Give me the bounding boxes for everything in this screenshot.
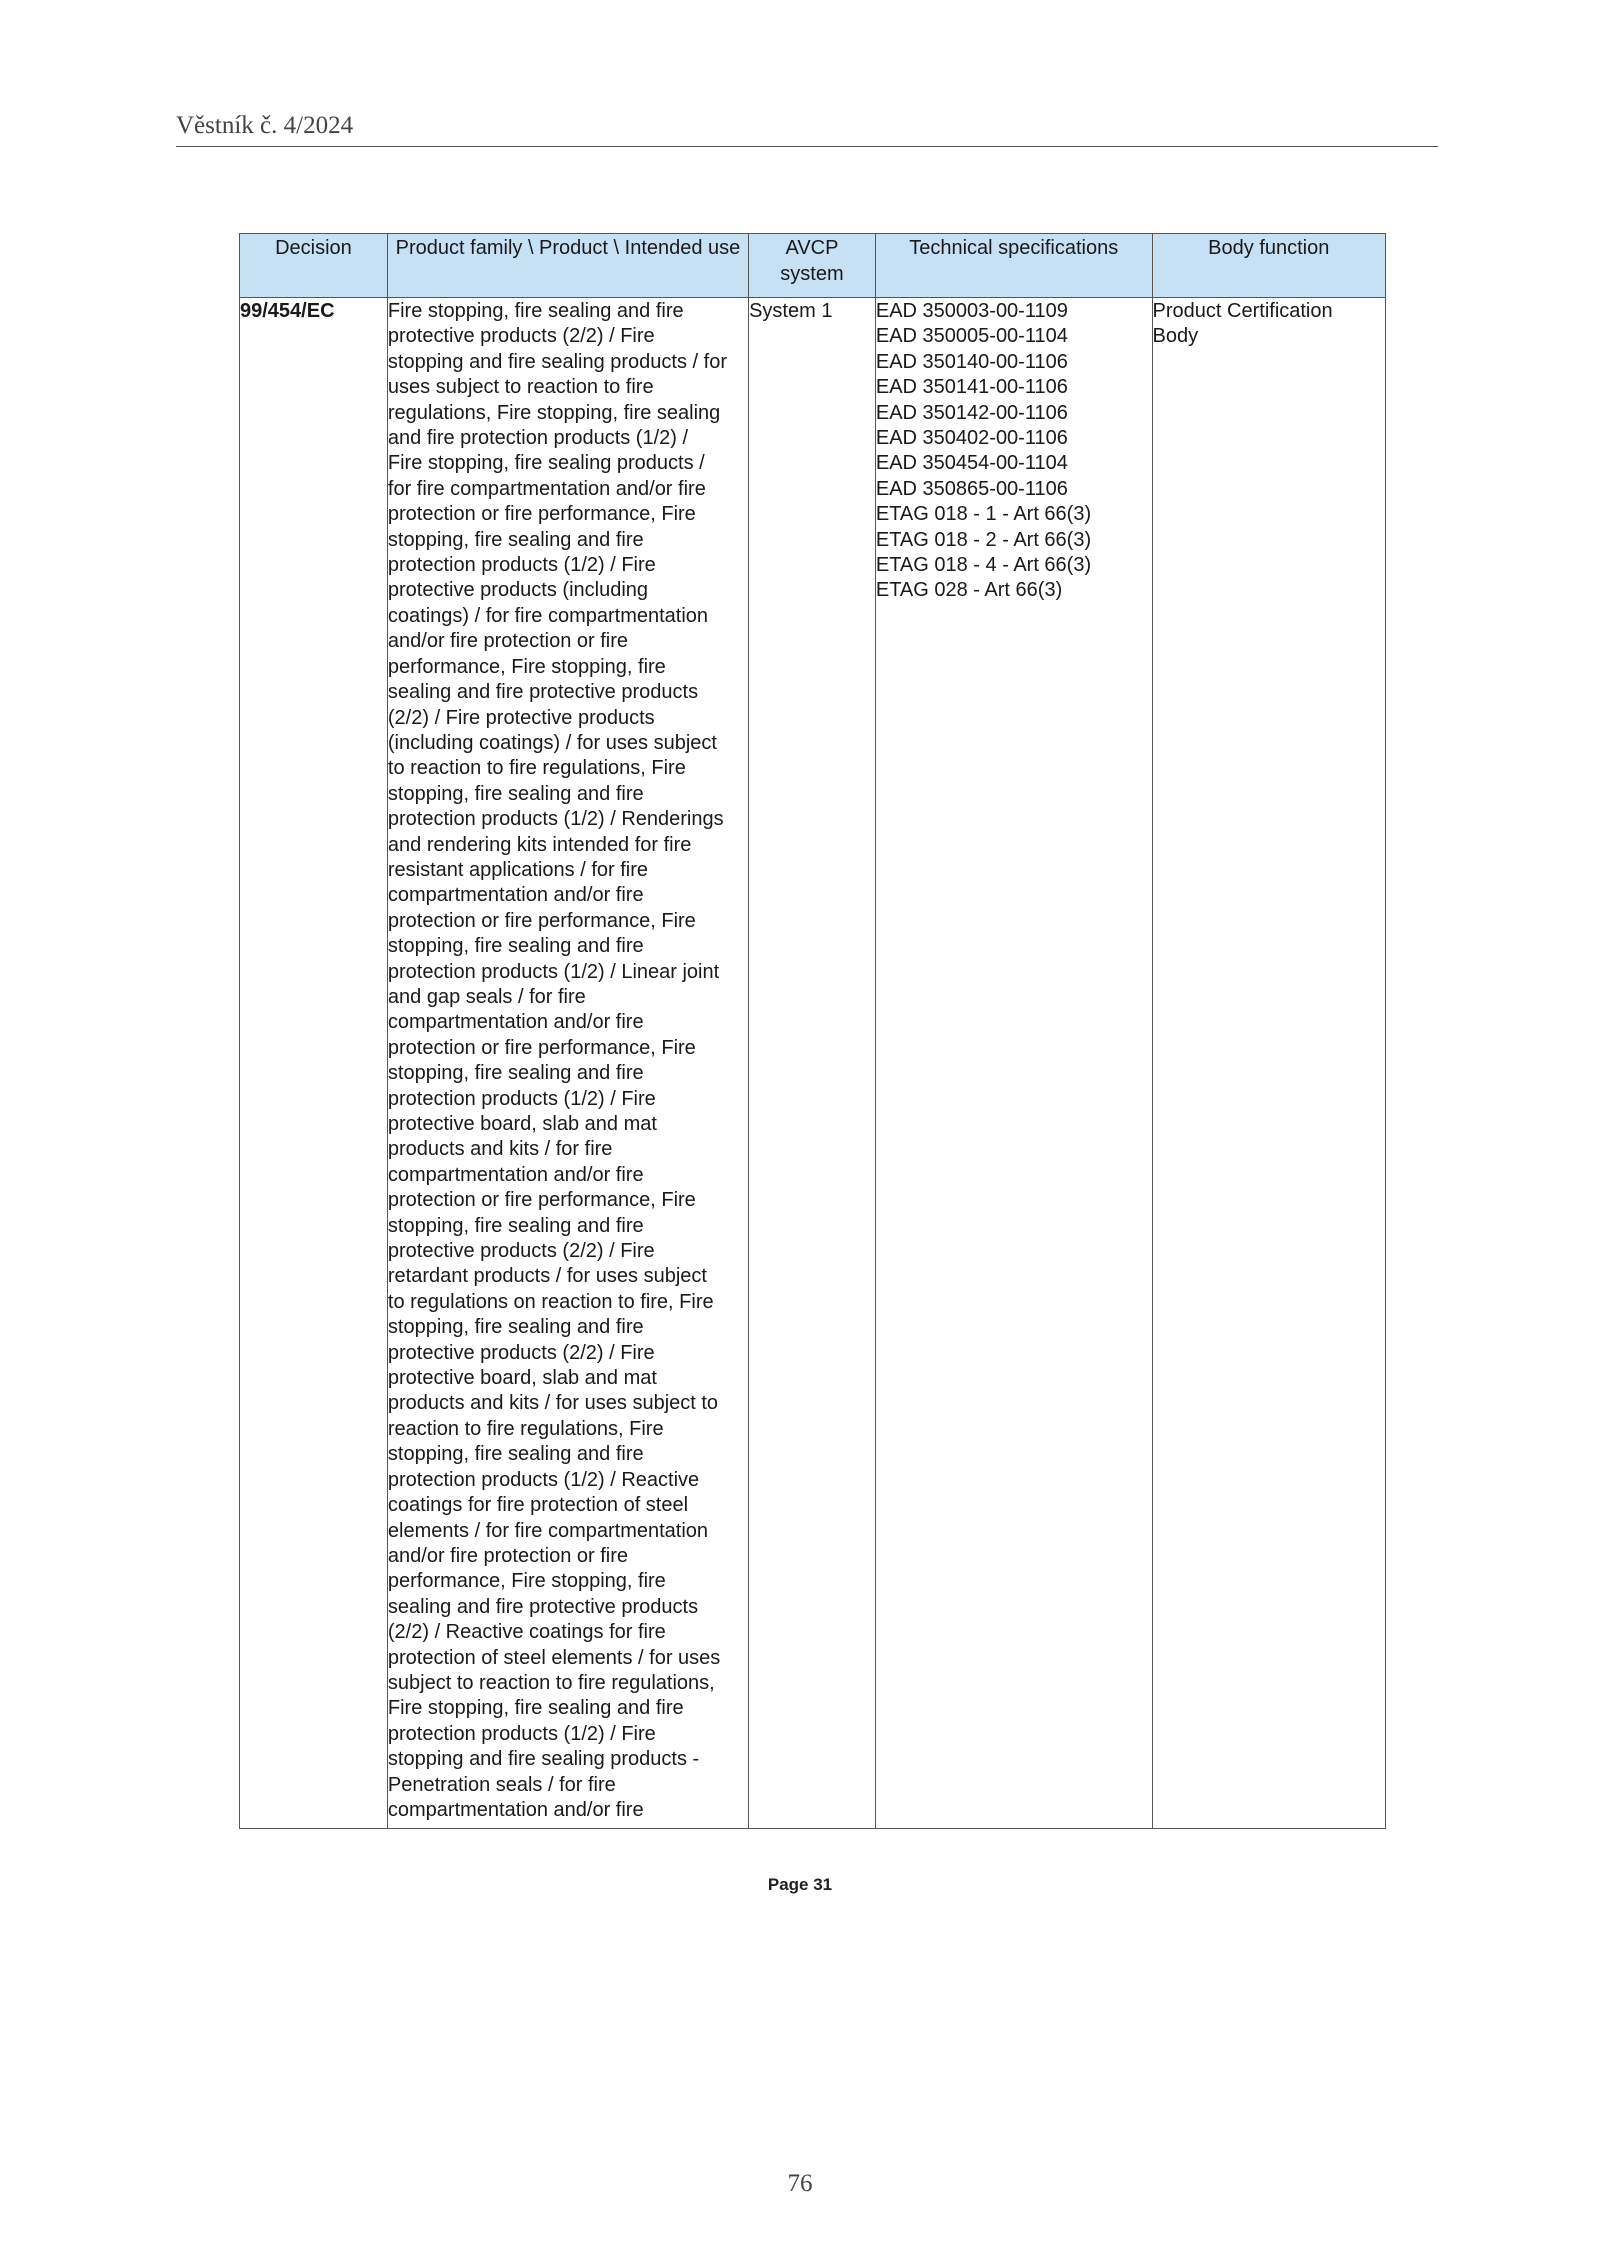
decision-cell [240,298,388,1829]
product-family-text: Fire stopping, fire sealing and fire protective products (2/2) / Fire stopping and fire sealing products / for uses subject to reaction to fire regulations, Fire stopping, fire sealing and fire protection products (1/2) / Fire stopping, fire sealing products / for fire compartmentation and/or fire protection or fire performance, Fire stopping, fire sealing and fire protection products (1/2) / Fire protective products (including coatings) / for fire compartmentation and/or fire protection or fire performance, Fire stopping, fire sealing and fire protective products (2/2) / Fire protective products (including coatings) / for uses subject to reaction to fire regulations, Fire stopping, fire sealing and fire protection products (1/2) / Renderings and rendering kits intended for fire resistant applications / for fire compartmentation and/or fire protection or fire performance, Fire stopping, fire sealing and fire protection products (1/2) / Linear joint and gap seals / for fire compartmentation and/or fire protection or fire performance, Fire stopping, fire sealing and fire protection products (1/2) / Fire protective board, slab and mat products and kits / for fire compartmentation and/or fire protection or fire performance, Fire stopping, fire sealing and fire protective products (2/2) / Fire retardant products / for uses subject to regulations on reaction to fire, Fire stopping, fire sealing and fire protective products (2/2) / Fire protective board, slab and mat products and kits / for uses subject to reaction to fire regulations, Fire stopping, fire sealing and fire protection products (1/2) / Reactive coatings for fire protection of steel elements / for fire compartmentation and/or fire protection or fire performance, Fire stopping, fire sealing and fire protective products (2/2) / Reactive coatings for fire protection of steel elements / for uses subject to reaction to fire regulations, Fire stopping, fire sealing and fire protection products (1/2) / Fire stopping and fire sealing products - Penetration seals / for fire compartmentation and/or fire [387,300,727,1821]
body-function-text: Product Certification Body [1152,300,1333,348]
header-divider [176,146,1438,147]
technical-specifications-list: EAD 350003-00-1109 EAD 350005-00-1104 EAD 350140-00-1106 EAD 350141-00-1106 EAD 350142-00-1106 EAD 350402-00-1106 EAD 350454-00-1104 EAD 350865-00-1106 ETAG 018 - 1 - Art 66(3) ETAG 018 - 2 - Art 66(3) ETAG 018 - 4 - Art 66(3) ETAG 028 - Art 66(3) [875,300,1092,602]
table-row [240,298,1386,1829]
journal-header: Věstník č. 4/2024 [176,112,354,139]
avcp-system-text: System 1 [749,300,833,322]
table-page-label: Page 31 [767,1875,833,1894]
column-header-decision: Decision [240,234,388,298]
page-number: 76 [787,2170,813,2197]
specifications-table [239,233,1386,1829]
avcp-system-cell [749,298,876,1829]
body-function-cell [1152,298,1385,1829]
column-header-technical-specifications: Technical specifications [875,234,1152,298]
table-header-row [240,234,1386,298]
column-header-avcp-system: AVCP system [749,234,876,298]
column-header-product-family: Product family \ Product \ Intended use [387,234,748,298]
product-family-cell [387,298,748,1829]
decision-code: 99/454/EC [240,300,335,322]
technical-specifications-cell [875,298,1152,1829]
column-header-body-function: Body function [1152,234,1385,298]
